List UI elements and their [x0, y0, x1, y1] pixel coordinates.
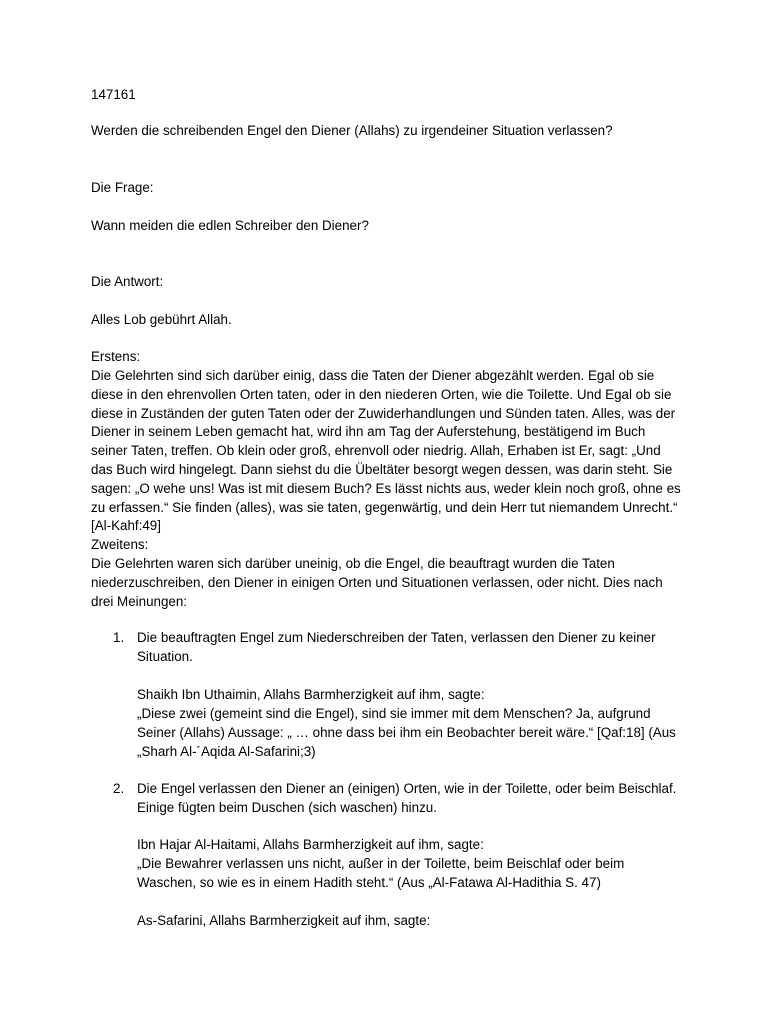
- list-item-quote: „Diese zwei (gemeint sind die Engel), sind sie immer mit dem Menschen? Ja, aufgrund Seiner (Allahs) Aussage: „ … ohne dass bei ihm ein Beobachter bereit wäre.“ [Qaf:18] (Aus „Sharh Al-´Aqida Al-Safarini;3): [137, 706, 676, 759]
- list-item-quote: „Die Bewahrer verlassen uns nicht, außer in der Toilette, beim Beischlaf oder beim Waschen, so wie es in einem Hadith steht.“ (Aus „Al-Fatawa Al-Hadithia S. 47): [137, 856, 625, 890]
- first-label: Erstens:: [91, 349, 141, 364]
- list-item-speaker: Ibn Hajar Al-Haitami, Allahs Barmherzigkeit auf ihm, sagte:: [137, 837, 484, 852]
- question-label: Die Frage:: [91, 180, 154, 195]
- question-text: Wann meiden die edlen Schreiber den Diener?: [91, 218, 369, 233]
- list-item-speaker: Shaikh Ibn Uthaimin, Allahs Barmherzigkeit auf ihm, sagte:: [137, 687, 485, 702]
- praise-text: Alles Lob gebührt Allah.: [91, 312, 232, 327]
- second-paragraph: Die Gelehrten waren sich darüber uneinig, ob die Engel, die beauftragt wurden die Taten niederzuschreiben, den Diener in einigen Orten und Situationen verlassen, oder nicht. Dies nach drei Meinungen:: [91, 556, 663, 609]
- answer-label: Die Antwort:: [91, 274, 164, 289]
- doc-id: 147161: [91, 87, 136, 102]
- list-item-text: Die beauftragten Engel zum Niederschreiben der Taten, verlassen den Diener zu keiner Situation.: [137, 630, 656, 664]
- list-item-text: Die Engel verlassen den Diener an (einigen) Orten, wie in der Toilette, oder beim Beischlaf. Einige fügten beim Duschen (sich waschen) hinzu.: [137, 781, 677, 815]
- second-label: Zweitens:: [91, 537, 149, 552]
- first-paragraph: Die Gelehrten sind sich darüber einig, dass die Taten der Diener abgezählt werden. Egal ob sie diese in den ehrenvollen Orten taten, oder in den niederen Orten, wie die Toilette. Und Egal ob sie diese in Zuständen der guten Taten oder der Zuwiderhandlungen und Sünden taten. Alles, was der Diener in seinem Leben gemacht hat, wird ihn am Tag der Auferstehung, bestätigend im Buch seiner Taten, treffen. Ob klein oder groß, ehrenvoll oder niedrig. Allah, Erhaben ist Er, sagt: „Und das Buch wird hingelegt. Dann siehst du die Übeltäter besorgt wegen dessen, was darin steht. Sie sagen: „O wehe uns! Was ist mit diesem Buch? Es lässt nichts aus, weder klein noch groß, ohne es zu erfassen.“ Sie finden (alles), was sie taten, gegenwärtig, und dein Herr tut niemandem Unrecht.“ [Al-Kahf:49]: [91, 368, 681, 534]
- list-item-speaker: As-Safarini, Allahs Barmherzigkeit auf ihm, sagte:: [137, 913, 431, 928]
- doc-title: Werden die schreibenden Engel den Diener (Allahs) zu irgendeiner Situation verlassen?: [91, 123, 613, 138]
- list-number: 1.: [113, 630, 125, 645]
- list-number: 2.: [113, 781, 125, 796]
